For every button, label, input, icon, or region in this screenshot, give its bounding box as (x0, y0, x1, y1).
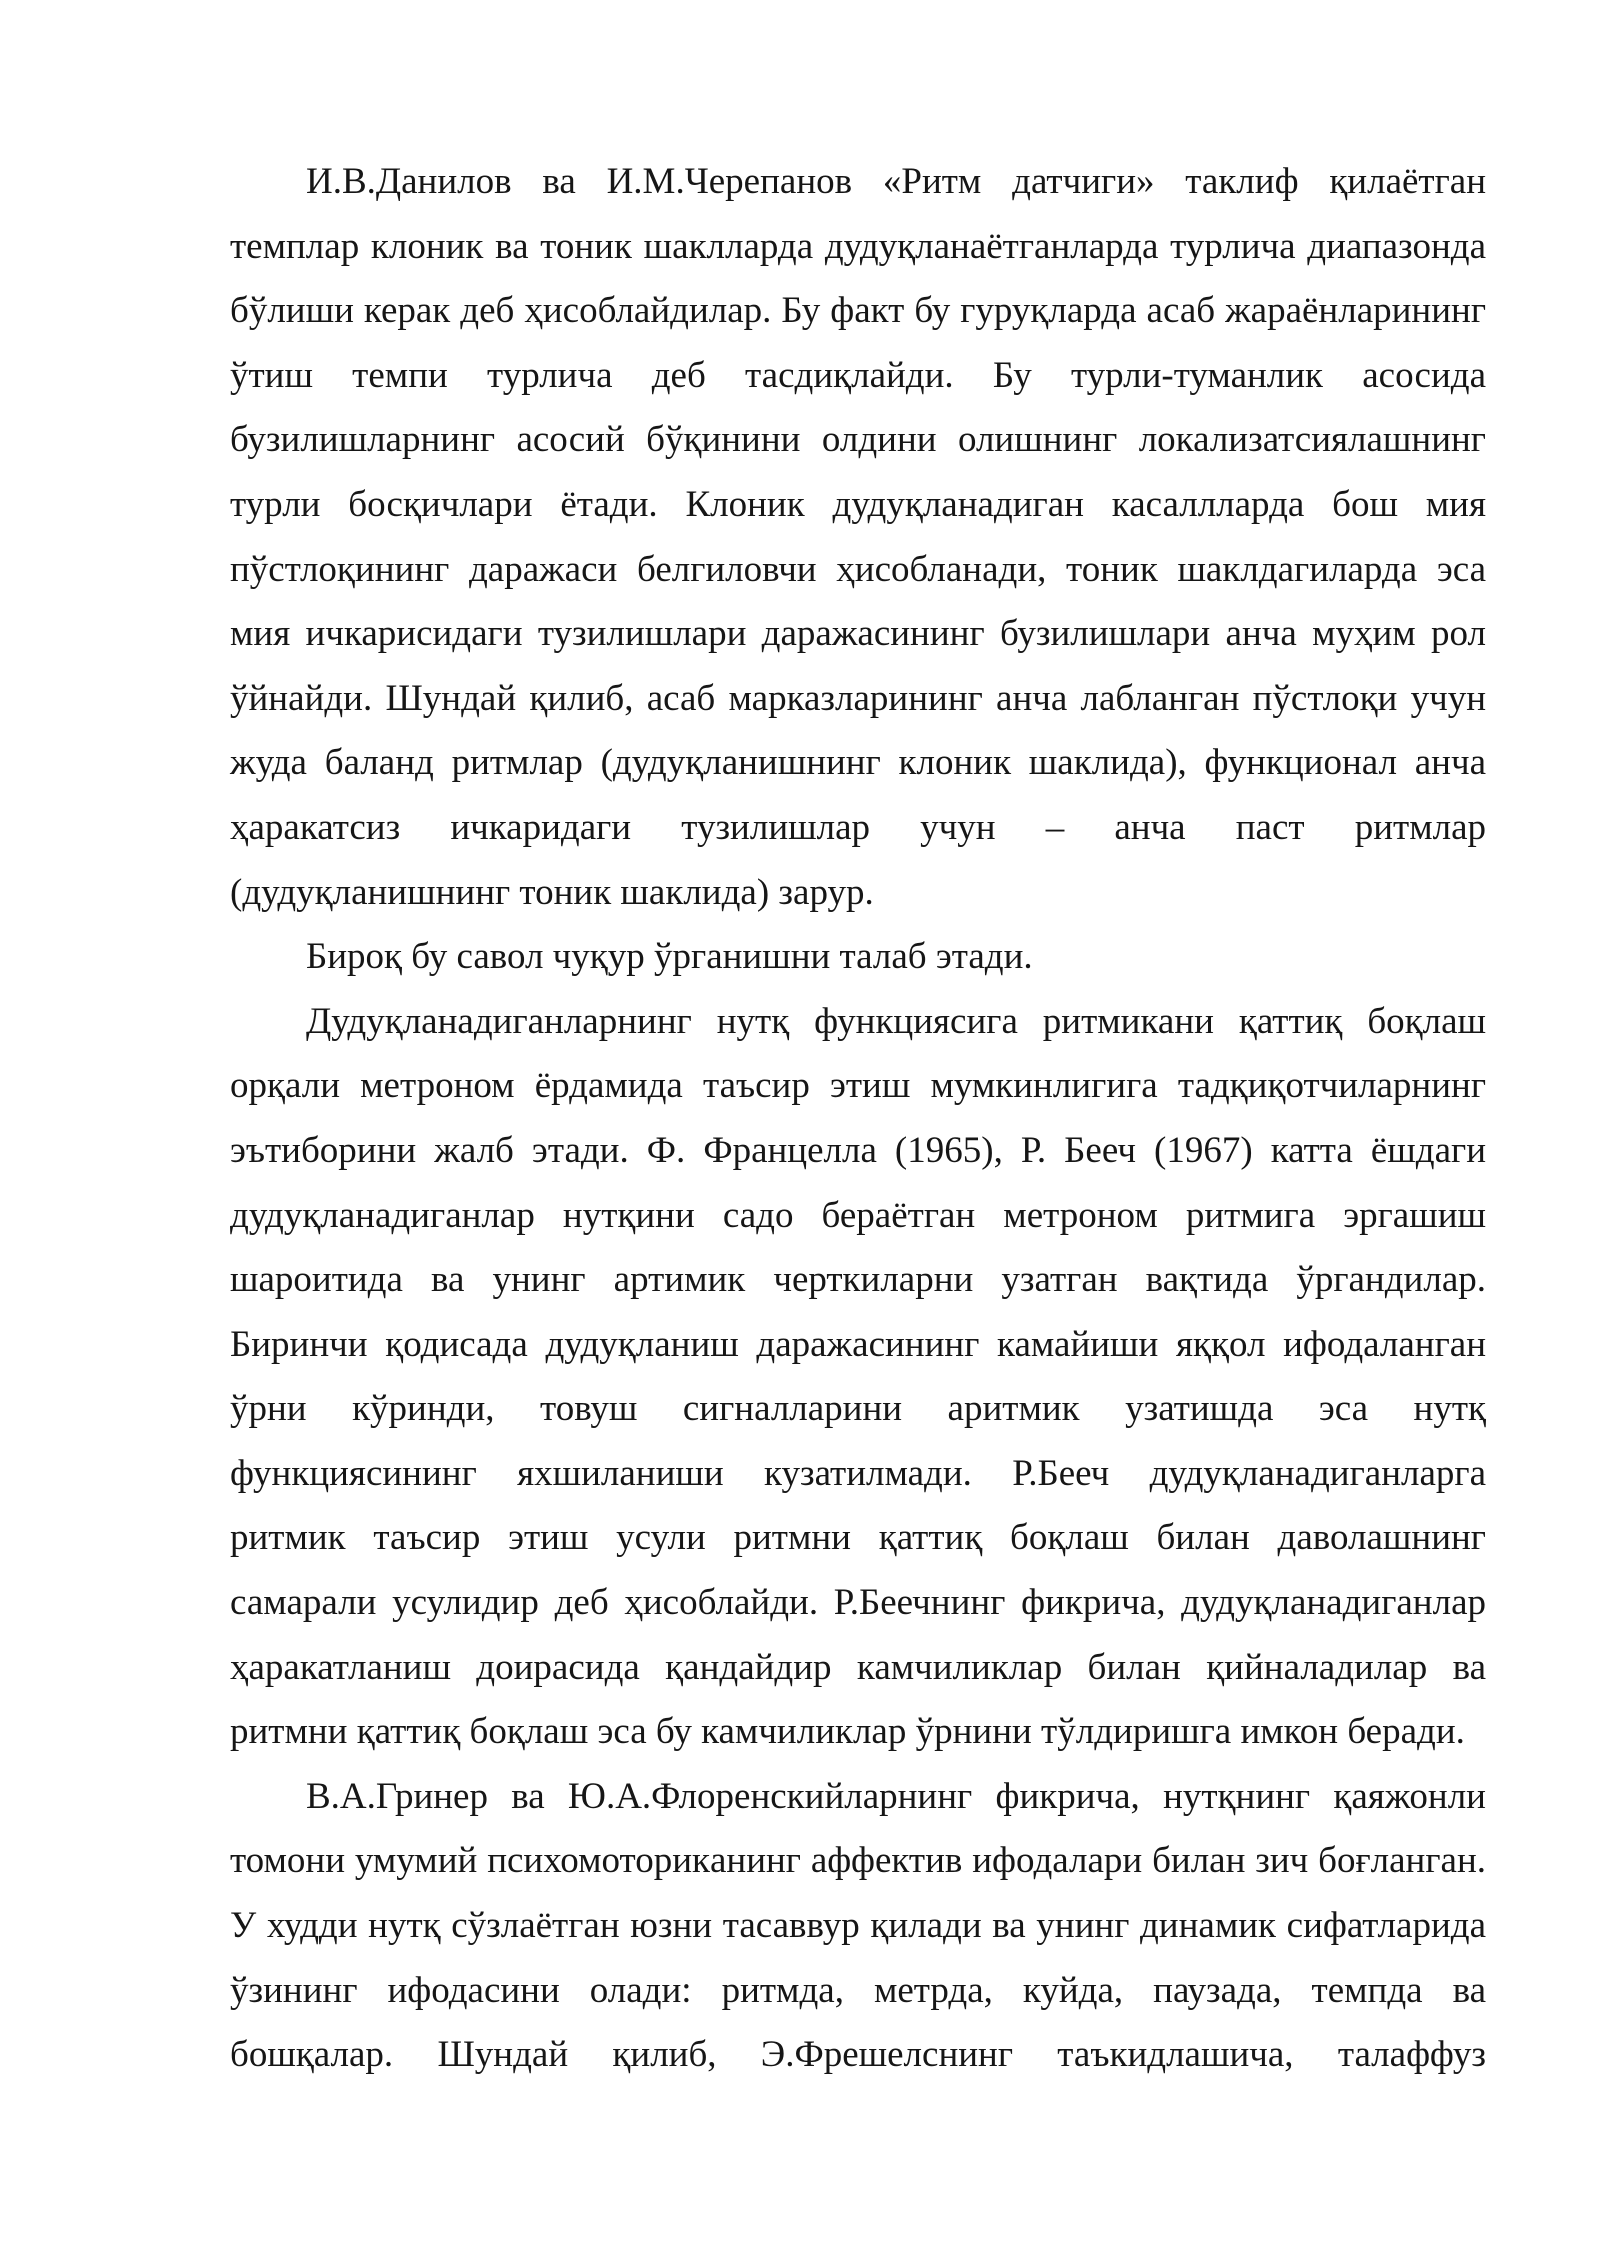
paragraph-metronome: Дудуқланадиганларнинг нутқ функциясига ритмикани қаттиқ боқлаш орқали метроном ёрдамида таъсир этиш мумкинлигига тадқиқотчиларнинг эътиборини жалб этади. Ф. Францелла (1965), Р. Бееч (1967) катта ёшдаги дудуқланадиганлар нутқини садо бераётган метроном ритмига эргашиш шароитида ва унинг артимик черткиларни узатган вақтида ўргандилар. Биринчи қодисада дудуқланиш даражасининг камайиши яққол ифодаланган ўрни кўринди, товуш сигналларини аритмик узатишда эса нутқ функциясининг яхшиланиши кузатилмади. Р.Бееч дудуқланадиганларга ритмик таъсир этиш усули ритмни қаттиқ боқлаш билан даволашнинг самарали усулидир деб ҳисоблайди. Р.Беечнинг фикрича, дудуқланадиганлар ҳаракатланиш доирасида қандайдир камчиликлар билан қийналадилар ва ритмни қаттиқ боқлаш эса бу камчиликлар ўрнини тўлдиришга имкон беради. (230, 1000, 1486, 1753)
body-text (230, 150, 1486, 2088)
paragraph-danilov-cherepanov: И.В.Данилов ва И.М.Черепанов «Ритм датчиги» таклиф қилаётган темплар клоник ва тоник шаклларда дудуқланаётганларда турлича диапазонда бўлиши керак деб ҳисоблайдилар. Бу факт бу гуруқларда асаб жараёнларининг ўтиш темпи турлича деб тасдиқлайди. Бу турли-туманлик асосида бузилишларнинг асосий бўқинини олдини олишнинг локализатсиялашнинг турли босқичлари ётади. Клоник дудуқланадиган касаллларда бош мия пўстлоқининг даражаси белгиловчи ҳисобланади, тоник шаклдагиларда эса мия ичкарисидаги тузилишлари даражасининг бузилишлари анча муҳим рол ўйнайди. Шундай қилиб, асаб марказларининг анча лабланган пўстлоқи учун жуда баланд ритмлар (дудуқланишнинг клоник шаклида), функционал анча ҳаракатсиз ичкаридаги тузилишлар учун – анча паст ритмлар (дудуқланишнинг тоник шаклида) зарур. (230, 161, 1486, 913)
paragraph-question: Бироқ бу савол чуқур ўрганишни талаб этади. (306, 936, 1033, 978)
paragraph-griner-florensky: В.А.Гринер ва Ю.А.Флоренскийларнинг фикрича, нутқнинг қаяжонли томони умумий психомоторикaнинг аффектив ифодалари билан зич боғланган. У худди нутқ сўзлаётган юзни тасаввур қилади ва унинг динамик сифатларида ўзининг ифодасини олади: ритмда, метрда, куйда, паузада, темпда ва бошқалар. Шундай қилиб, Э.Фрешелснинг таъкидлашича, талаффуз (230, 1775, 1486, 2076)
